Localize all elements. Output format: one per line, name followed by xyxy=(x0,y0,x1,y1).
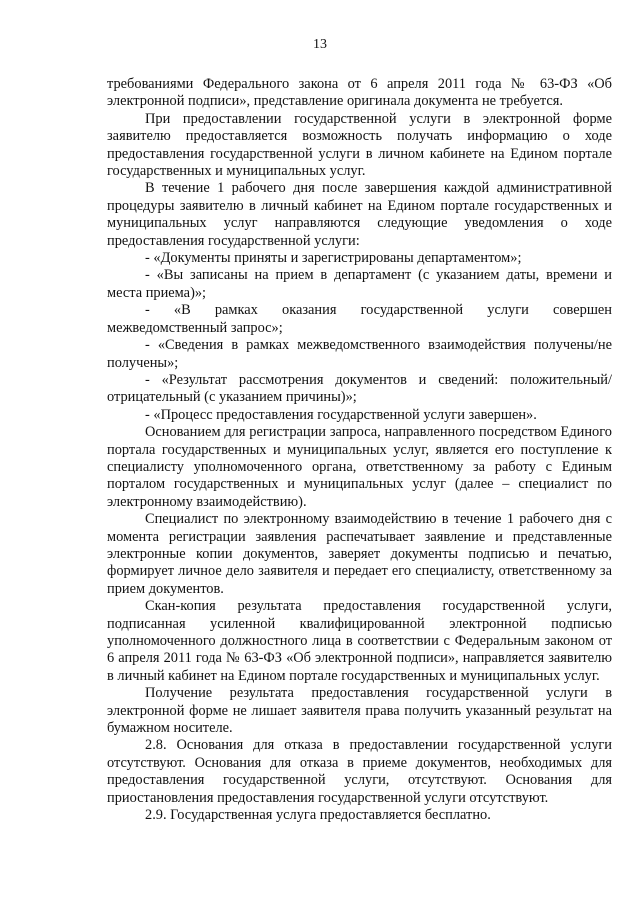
paragraph-specialist-duties: Специалист по электронному взаимодействию в течение 1 рабочего дня с момента регистрации заявления распечатывает заявление и представленные электронные копии документов, заверяет документы подписью и печатью, формирует личное дело заявителя и передает его специалисту, ответственному за прием документов. xyxy=(107,511,612,597)
notification-item-documents-accepted: - «Документы приняты и зарегистрированы департаментом»; xyxy=(145,250,522,267)
paragraph-scan-copy-result: Скан-копия результата предоставления государственной услуги, подписанная усиленной квалифицированной электронной подписью уполномоченного должностного лица в соответствии с Федеральным законом от 6 апреля 2011 года № 63-ФЗ «Об электронной подписи», направляется заявителю в личный кабинет на Едином портале государственных и муниципальных услуг. xyxy=(107,598,612,684)
section-2-9: 2.9. Государственная услуга предоставляется бесплатно. xyxy=(145,807,491,824)
notification-item-interagency-info: - «Сведения в рамках межведомственного взаимодействия получены/не получены»; xyxy=(107,337,612,371)
notification-item-process-completed: - «Процесс предоставления государственной услуги завершен». xyxy=(145,406,537,423)
notification-item-appointment: - «Вы записаны на прием в департамент (с указанием даты, времени и места приема)»; xyxy=(107,267,612,301)
paragraph-registration-basis: Основанием для регистрации запроса, направленного посредством Единого портала государственных и муниципальных услуг, является его поступление к специалисту уполномоченного органа, ответственному за работу с Единым порталом государственных и муниципальных услуг (далее – специалист по электронному взаимодействию). xyxy=(107,424,612,510)
paragraph-continuation: требованиями Федерального закона от 6 апреля 2011 года № 63-ФЗ «Об электронной подписи», представление оригинала документа не требуется. xyxy=(107,76,612,110)
document-body xyxy=(107,76,612,824)
paragraph-paper-result: Получение результата предоставления государственной услуги в электронной форме не лишает заявителя права получить указанный результат на бумажном носителе. xyxy=(107,685,612,737)
paragraph-notifications-intro: В течение 1 рабочего дня после завершения каждой административной процедуры заявителю в личный кабинет на Едином портале государственных и муниципальных услуг направляются следующие уведомления о ходе предоставления государственной услуги: xyxy=(107,180,612,249)
section-2-8: 2.8. Основания для отказа в предоставлении государственной услуги отсутствуют. Основания для отказа в приеме документов, необходимых для предоставления государственной услуги, отсутствуют. Основания для приостановления предоставления государственной услуги отсутствуют. xyxy=(107,737,612,806)
paragraph-electronic-form-info: При предоставлении государственной услуги в электронной форме заявителю предоставляется возможность получать информацию о ходе предоставления государственной услуги в личном кабинете на Едином портале государственных и муниципальных услуг. xyxy=(107,110,612,180)
notification-item-interagency-request: - «В рамках оказания государственной услуги совершен межведомственный запрос»; xyxy=(107,302,612,336)
notification-item-review-result: - «Результат рассмотрения документов и сведений: положительный/отрицательный (с указанием причины)»; xyxy=(107,371,612,406)
page-number: 13 xyxy=(313,37,327,52)
